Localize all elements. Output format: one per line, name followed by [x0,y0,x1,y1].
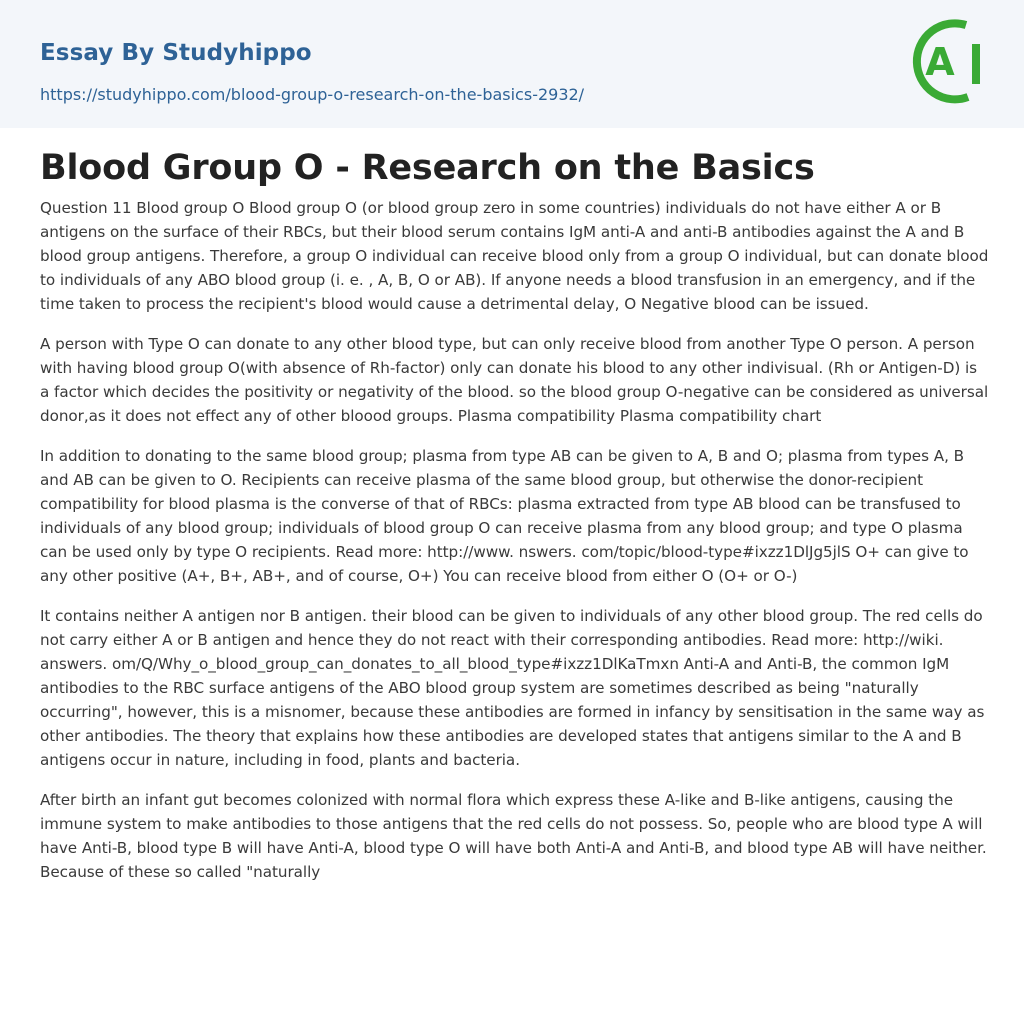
article-paragraph-4: It contains neither A antigen nor B antigen. their blood can be given to individuals of any other blood group. The red cells do not carry either A or B antigen and hence they do not react with their corresponding antibodies. Read more: http://wiki. answers. om/Q/Why_o_blood_group_can_donates_to_all_blood_type#ixzz1DlKaTmxn Anti-A and Anti-B, the common IgM antibodies to the RBC surface antigens of the ABO blood group system are sometimes described as being "naturally occurring", however, this is a misnomer, because these antibodies are formed in infancy by sensitisation in the same way as other antibodies. The theory that explains how these antibodies are developed states that antigens similar to the A and B antigens occur in nature, including in food, plants and bacteria. [40,607,985,769]
brand-title[interactable]: Essay By Studyhippo [40,40,312,66]
logo-letter: A [925,40,955,84]
page-url-link[interactable]: https://studyhippo.com/blood-group-o-research-on-the-basics-2932/ [40,85,585,104]
article-paragraph-1: Question 11 Blood group O Blood group O (or blood group zero in some countries) individuals do not have either A or B antigens on the surface of their RBCs, but their blood serum contains IgM anti-A and anti-B antibodies against the A and B blood group antigens. Therefore, a group O individual can receive blood only from a group O individual, but can donate blood to individuals of any ABO blood group (i. e. , A, B, O or AB). If anyone needs a blood transfusion in an emergency, and if the time taken to process the recipient's blood would cause a detrimental delay, O Negative blood can be issued. [40,199,989,313]
studyhippo-logo-icon[interactable] [908,18,988,106]
article-paragraph-3: In addition to donating to the same blood group; plasma from type AB can be given to A, B and O; plasma from types A, B and AB can be given to O. Recipients can receive plasma of the same blood group, but otherwise the donor-recipient compatibility for blood plasma is the converse of that of RBCs: plasma extracted from type AB blood can be transfused to individuals of any blood group; individuals of blood group O can receive plasma from any blood group; and type O plasma can be used only by type O recipients. Read more: http://www. nswers. com/topic/blood-type#ixzz1DlJg5jlS O+ can give to any other positive (A+, B+, AB+, and of course, O+) You can receive blood from either O (O+ or O-) [40,447,969,585]
article-paragraph-5: After birth an infant gut becomes colonized with normal flora which express these A-like and B-like antigens, causing the immune system to make antibodies to those antigens that the red cells do not possess. So, people who are blood type A will have Anti-B, blood type B will have Anti-A, blood type O will have both Anti-A and Anti-B, and blood type AB will have neither. Because of these so called "naturally [40,791,987,881]
article [40,143,990,900]
article-title: Blood Group O - Research on the Basics [40,148,815,188]
site-header [0,0,1024,128]
article-paragraph-2: A person with Type O can donate to any other blood type, but can only receive blood from another Type O person. A person with having blood group O(with absence of Rh-factor) only can donate his blood to any other indivisual. (Rh or Antigen-D) is a factor which decides the positivity or negativity of the blood. so the blood group O-negative can be considered as universal donor,as it does not effect any of other bloood groups. Plasma compatibility Plasma compatibility chart [40,335,989,425]
